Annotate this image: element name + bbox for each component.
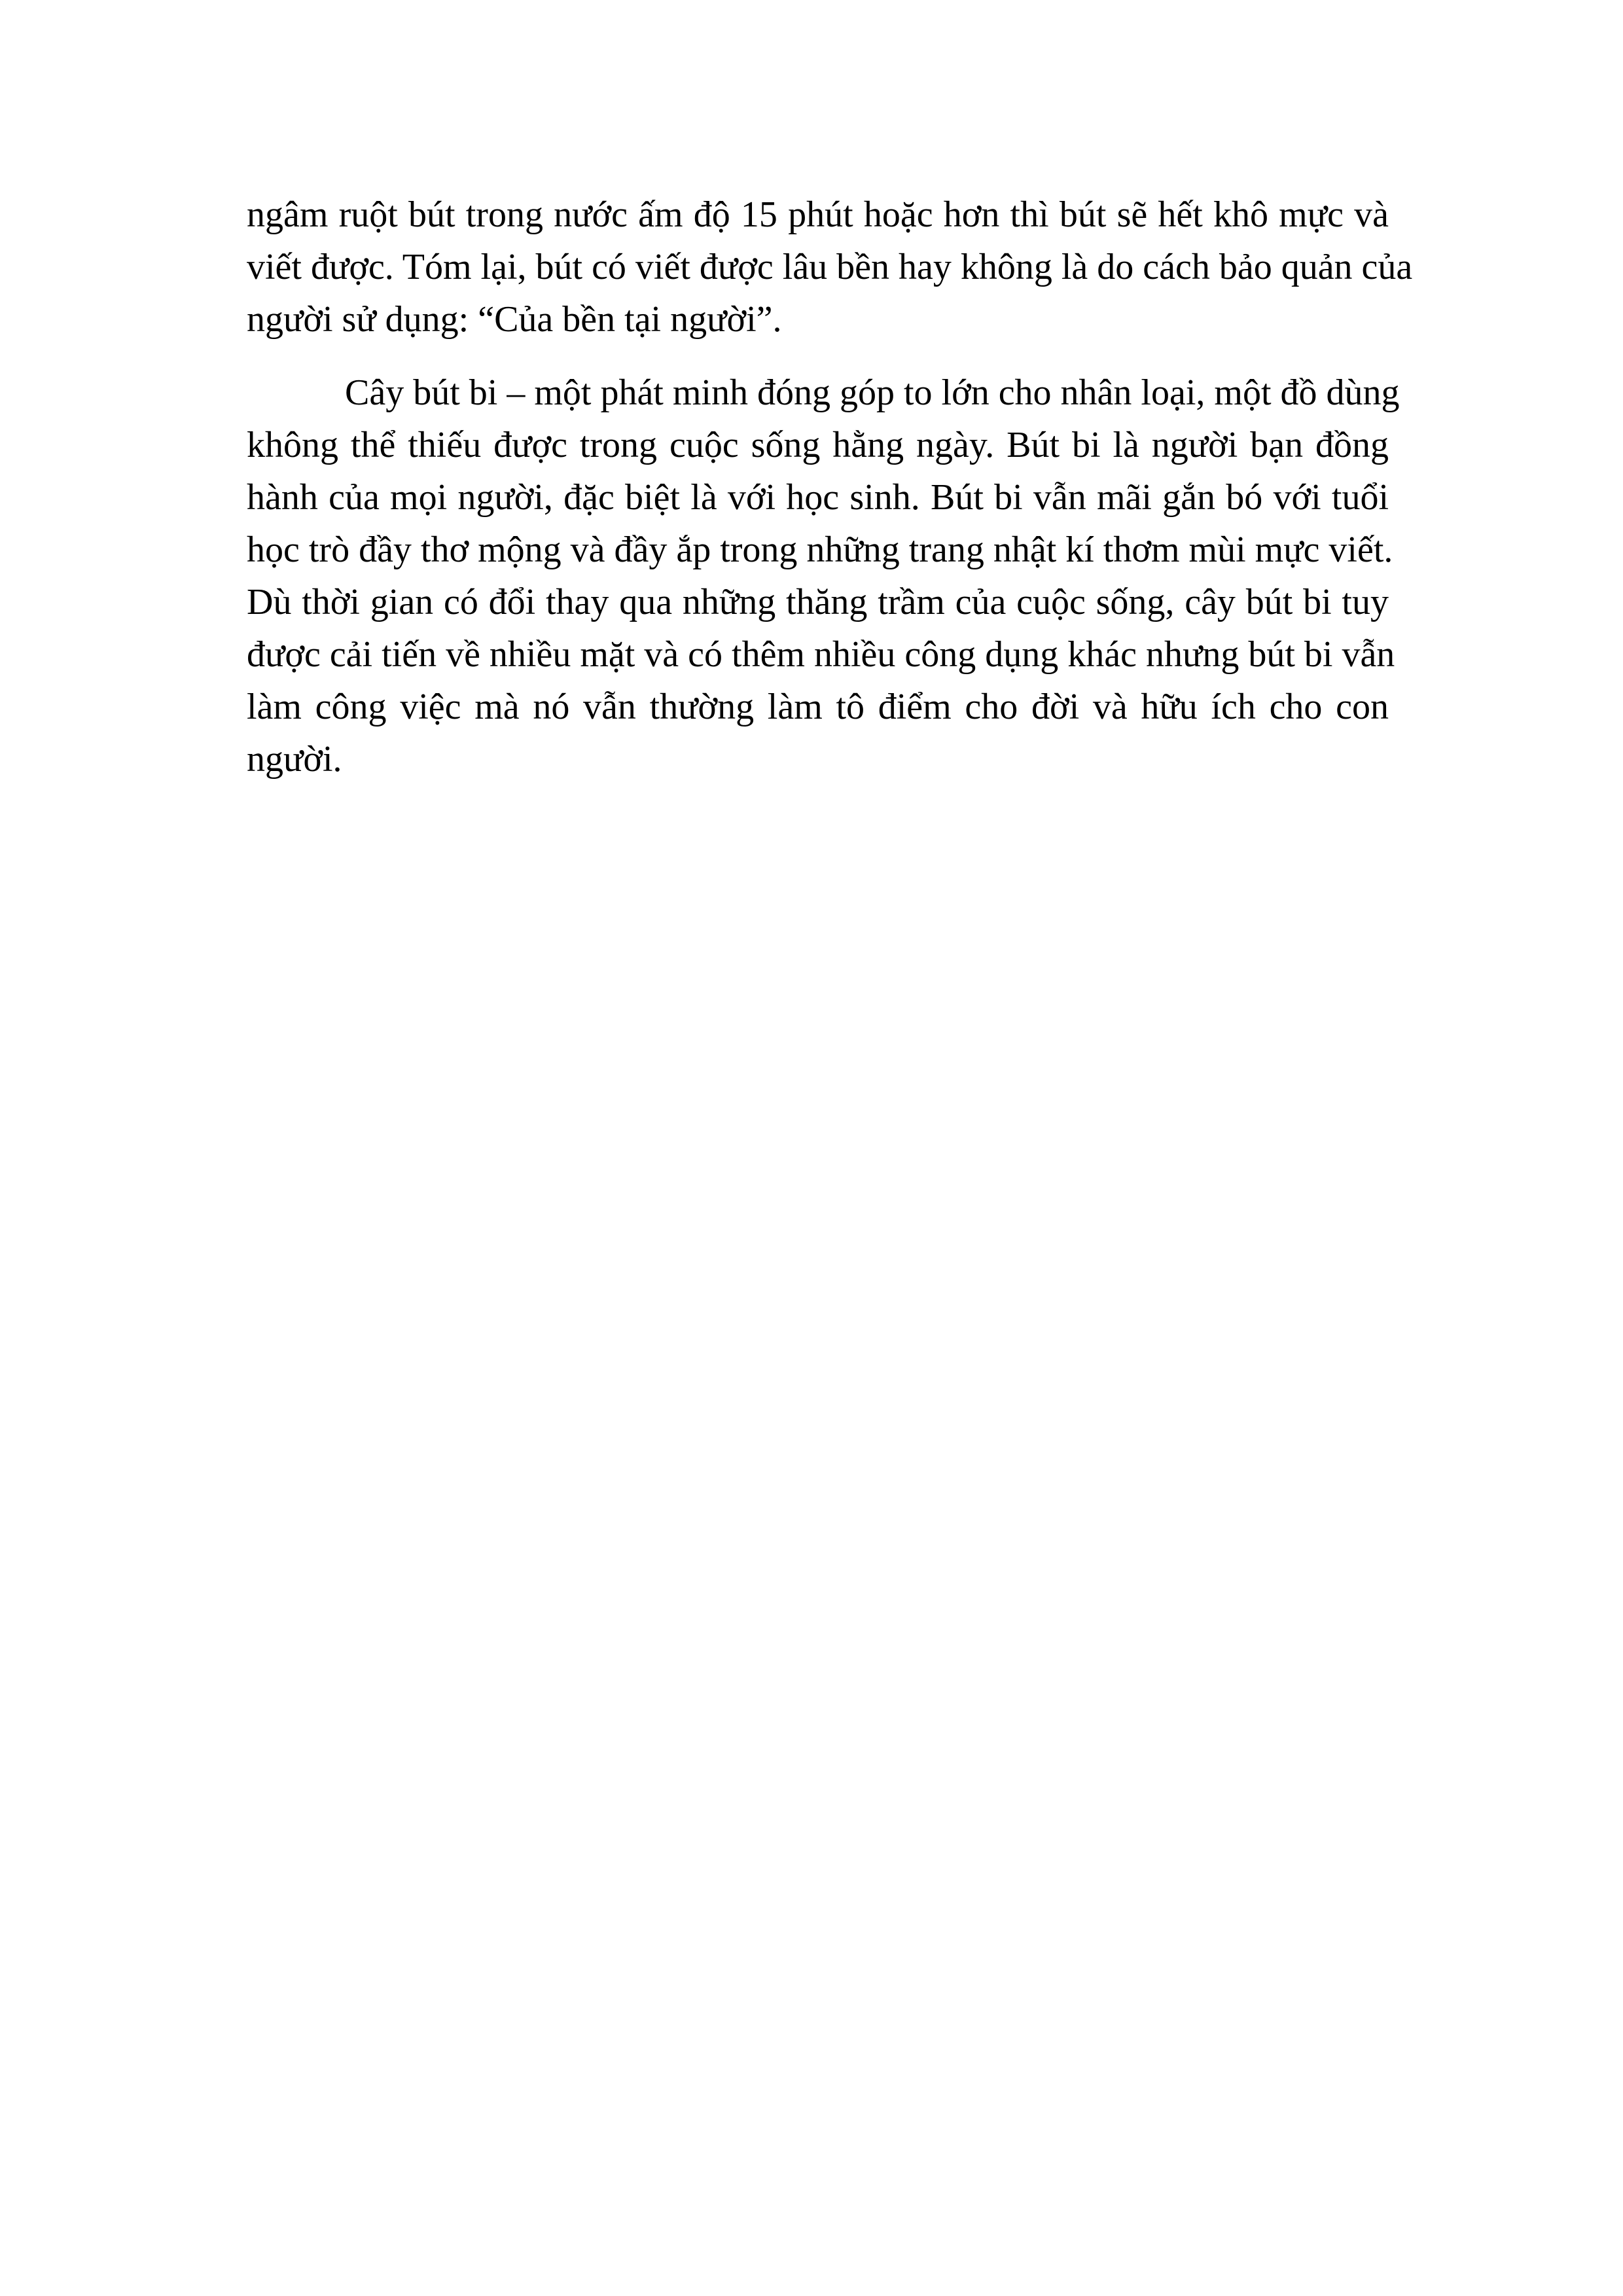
paragraph-conclusion <box>247 367 1400 785</box>
text-line: viết được. Tóm lại, bút có viết được lâu bền hay không là do cách bảo quản của <box>247 247 1413 287</box>
text-line: người. <box>247 739 342 780</box>
text-line: học trò đầy thơ mộng và đầy ắp trong những trang nhật kí thơm mùi mực viết. <box>247 529 1393 570</box>
text-line: hành của mọi người, đặc biệt là với học sinh. Bút bi vẫn mãi gắn bó với tuổi <box>247 477 1389 518</box>
text-line: Dù thời gian có đổi thay qua những thăng trầm của cuộc sống, cây bút bi tuy <box>247 582 1389 622</box>
paragraph-continued <box>247 188 1413 346</box>
text-line: người sử dụng: “Của bền tại người”. <box>247 299 782 340</box>
text-line: Cây bút bi – một phát minh đóng góp to lớn cho nhân loại, một đồ dùng <box>345 372 1400 413</box>
document-body <box>247 188 1413 785</box>
text-line: ngâm ruột bút trong nước ấm độ 15 phút hoặc hơn thì bút sẽ hết khô mực và <box>247 194 1389 235</box>
text-line: làm công việc mà nó vẫn thường làm tô điểm cho đời và hữu ích cho con <box>247 687 1389 727</box>
text-line: được cải tiến về nhiều mặt và có thêm nhiều công dụng khác nhưng bút bi vẫn <box>247 634 1395 675</box>
text-line: không thể thiếu được trong cuộc sống hằng ngày. Bút bi là người bạn đồng <box>247 425 1389 465</box>
